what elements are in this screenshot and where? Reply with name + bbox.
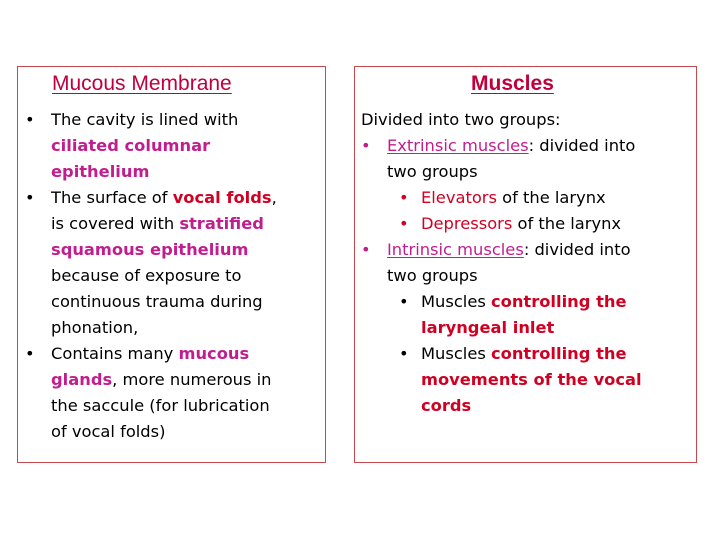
item-text: two groups [387, 162, 478, 181]
item-text: of the larynx [512, 214, 622, 233]
muscles-title: Muscles [471, 72, 554, 95]
item-text: , [271, 188, 277, 207]
item-text: phonation, [51, 318, 139, 337]
mucous-membrane-content [25, 107, 325, 445]
highlight-text: glands [51, 370, 113, 389]
highlight-text: cords [421, 396, 472, 415]
bullet-icon: • [399, 188, 409, 207]
list-item [25, 341, 325, 445]
bullet-icon: • [361, 240, 371, 259]
list-item [361, 237, 697, 289]
item-text: The cavity is lined with [51, 110, 239, 129]
item-text: : divided into [523, 240, 631, 259]
muscles-content [361, 107, 697, 419]
highlight-text: ciliated columnar [51, 136, 211, 155]
item-text: of the larynx [496, 188, 606, 207]
list-item [361, 289, 697, 341]
item-text: the saccule (for lubrication [51, 396, 270, 415]
highlight-text: epithelium [51, 162, 150, 181]
item-text: : divided into [528, 136, 636, 155]
bullet-icon: • [399, 214, 409, 233]
highlight-text: vocal folds [172, 188, 272, 207]
item-text: is covered with [51, 214, 180, 233]
item-text: Muscles [421, 292, 491, 311]
bullet-icon: • [399, 344, 409, 363]
highlight-text: mucous [178, 344, 250, 363]
highlight-text: Elevators [421, 188, 497, 207]
item-text: two groups [387, 266, 478, 285]
bullet-icon: • [25, 188, 35, 207]
bullet-icon: • [25, 344, 35, 363]
list-item [25, 185, 325, 341]
mucous-membrane-title: Mucous Membrane [52, 72, 232, 95]
intro-text: Divided into two groups: [361, 110, 561, 129]
highlight-text: squamous epithelium [51, 240, 249, 259]
item-text: Contains many [51, 344, 179, 363]
highlight-text: movements of the vocal [421, 370, 642, 389]
item-text: of vocal folds) [51, 422, 166, 441]
bullet-icon: • [361, 136, 371, 155]
list-item [25, 107, 325, 185]
bullet-icon: • [25, 110, 35, 129]
item-text: , more numerous in [112, 370, 272, 389]
highlight-text: Intrinsic muscles [387, 240, 524, 259]
highlight-text: Depressors [421, 214, 513, 233]
item-text: Muscles [421, 344, 491, 363]
list-item [361, 211, 697, 237]
highlight-text: controlling the [491, 292, 627, 311]
highlight-text: laryngeal inlet [421, 318, 555, 337]
item-text: The surface of [51, 188, 173, 207]
highlight-text: controlling the [491, 344, 627, 363]
item-text: because of exposure to [51, 266, 242, 285]
highlight-text: Extrinsic muscles [387, 136, 529, 155]
list-item [361, 185, 697, 211]
highlight-text: stratified [179, 214, 264, 233]
item-text: continuous trauma during [51, 292, 263, 311]
list-item [361, 133, 697, 185]
list-item [361, 341, 697, 419]
bullet-icon: • [399, 292, 409, 311]
